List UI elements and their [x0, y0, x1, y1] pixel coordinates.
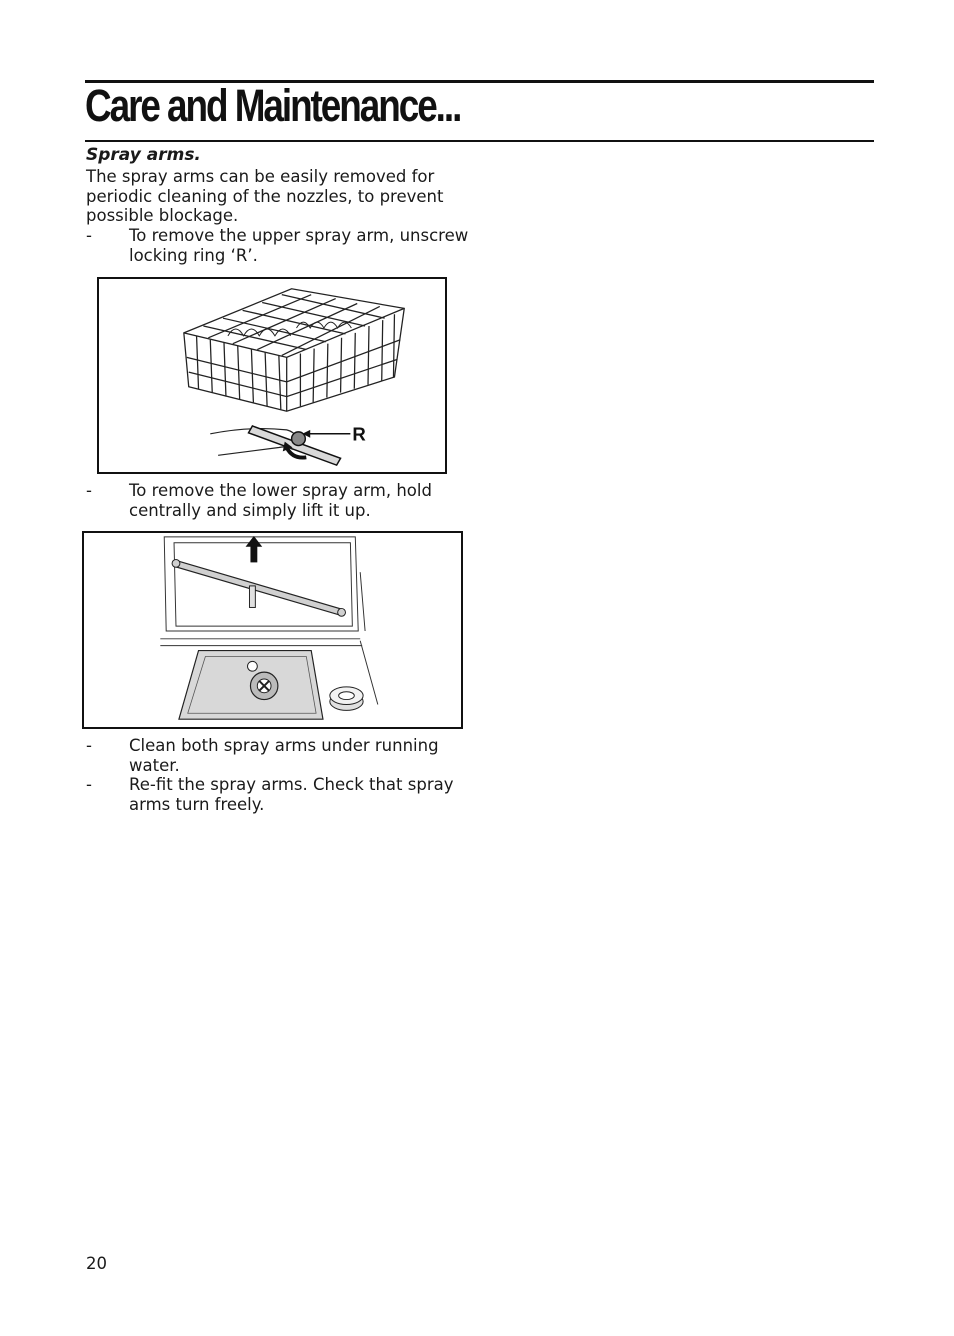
- figure-lower-spray-arm: [82, 531, 463, 729]
- figure-upper-spray-arm: [97, 277, 447, 474]
- step-text: Clean both spray arms under running water.: [129, 736, 439, 775]
- lift-up-arrow-icon: [246, 536, 263, 562]
- title-rule-bottom: [85, 140, 874, 142]
- step-dash: -: [86, 775, 92, 794]
- callout-label-r: R: [352, 423, 366, 445]
- lower-spray-arm: [174, 560, 343, 615]
- lower-arm-illustration: [84, 533, 461, 727]
- step-dash: -: [86, 481, 92, 500]
- step-item: [86, 775, 476, 814]
- step-text: Re-fit the spray arms. Check that spray arms turn freely.: [129, 775, 454, 814]
- step-item: [86, 226, 476, 265]
- upper-basket-illustration: [99, 279, 445, 472]
- step-dash: -: [86, 736, 92, 755]
- section-heading: Spray arms.: [86, 145, 201, 165]
- step-item: [86, 481, 476, 520]
- step-text: To remove the upper spray arm, unscrew locking ring ‘R’.: [129, 226, 469, 265]
- step-item: [86, 736, 476, 775]
- upper-spray-arm: [248, 426, 340, 465]
- page-title: Care and Maintenance...: [85, 80, 461, 131]
- step-dash: -: [86, 226, 92, 245]
- step-text: To remove the lower spray arm, hold centrally and simply lift it up.: [129, 481, 432, 520]
- page-number: 20: [86, 1254, 107, 1273]
- removed-nut: [330, 687, 363, 711]
- intro-paragraph: The spray arms can be easily removed for periodic cleaning of the nozzles, to prevent possible blockage.: [86, 167, 444, 226]
